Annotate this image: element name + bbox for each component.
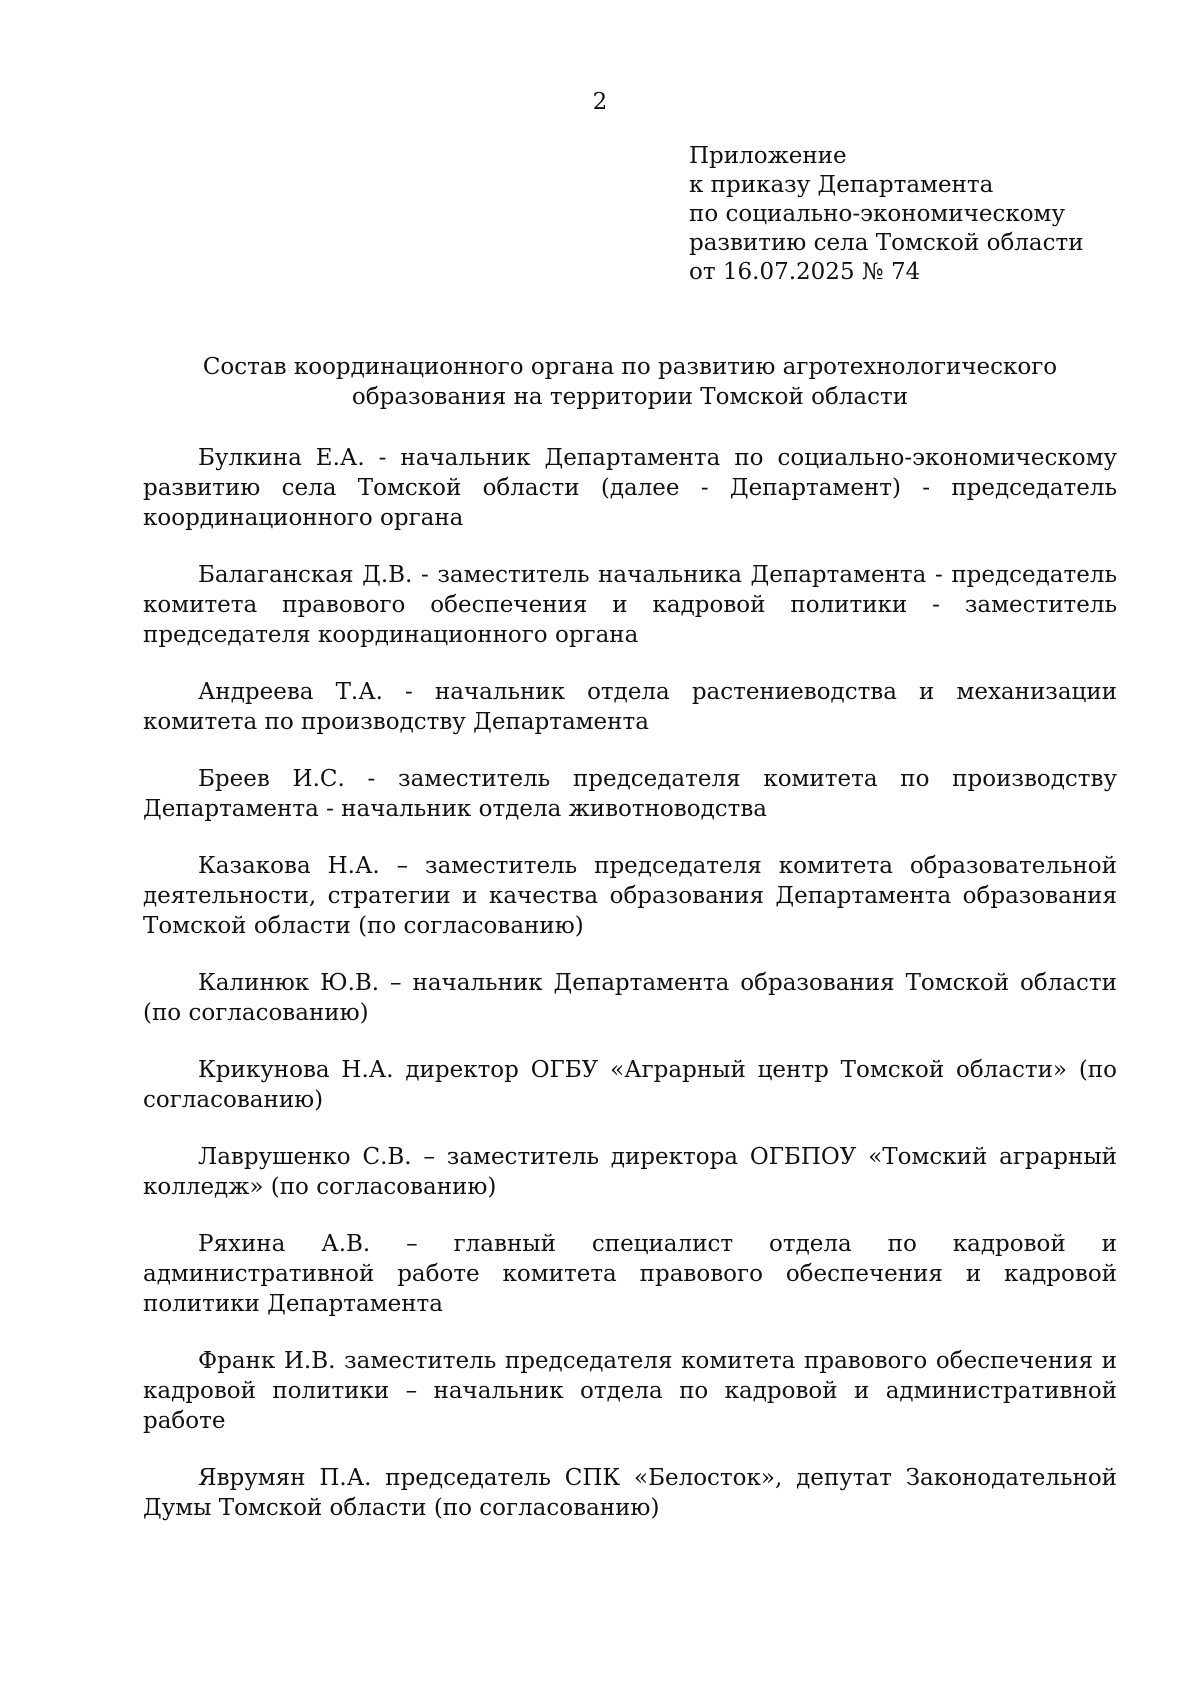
appendix-line: от 16.07.2025 № 74 [689,259,921,285]
document-title-line: образования на территории Томской области [351,384,909,410]
appendix-line: по социально-экономическому [689,201,1065,227]
document-title [140,352,1120,412]
member-entry: Яврумян П.А. председатель СПК «Белосток», депутат Законодательной Думы Томской области (по согласованию) [143,1465,1117,1521]
member-entry: Франк И.В. заместитель председателя комитета правового обеспечения и кадровой политики – начальник отдела по кадровой и административной работе [143,1348,1117,1434]
member-entry: Лаврушенко С.В. – заместитель директора ОГБПОУ «Томский аграрный колледж» (по согласованию) [143,1144,1117,1200]
member-entry: Крикунова Н.А. директор ОГБУ «Аграрный центр Томской области» (по согласованию) [143,1057,1117,1113]
member-entry: Казакова Н.А. – заместитель председателя комитета образовательной деятельности, стратегии и качества образования Департамента образования Томской области (по согласованию) [143,853,1117,939]
member-entry: Балаганская Д.В. - заместитель начальника Департамента - председатель комитета правового обеспечения и кадровой политики - заместитель председателя координационного органа [143,562,1117,648]
appendix-line: к приказу Департамента [689,172,994,198]
member-entry: Бреев И.С. - заместитель председателя комитета по производству Департамента - начальник отдела животноводства [143,766,1117,822]
member-entry: Ряхина А.В. – главный специалист отдела по кадровой и административной работе комитета правового обеспечения и кадровой политики Департамента [143,1231,1117,1317]
members-list [143,443,1117,1550]
member-entry: Калинюк Ю.В. – начальник Департамента образования Томской области (по согласованию) [143,970,1117,1026]
page-number: 2 [592,89,608,115]
member-entry: Андреева Т.А. - начальник отдела растениеводства и механизации комитета по производству Департамента [143,679,1117,735]
appendix-line: Приложение [689,143,847,169]
member-entry: Булкина Е.А. - начальник Департамента по социально-экономическому развитию села Томской области (далее - Департамент) - председатель координационного органа [143,445,1117,531]
document-title-line: Состав координационного органа по развитию агротехнологического [202,354,1058,380]
appendix-line: развитию села Томской области [689,230,1084,256]
appendix-block [689,142,1129,287]
